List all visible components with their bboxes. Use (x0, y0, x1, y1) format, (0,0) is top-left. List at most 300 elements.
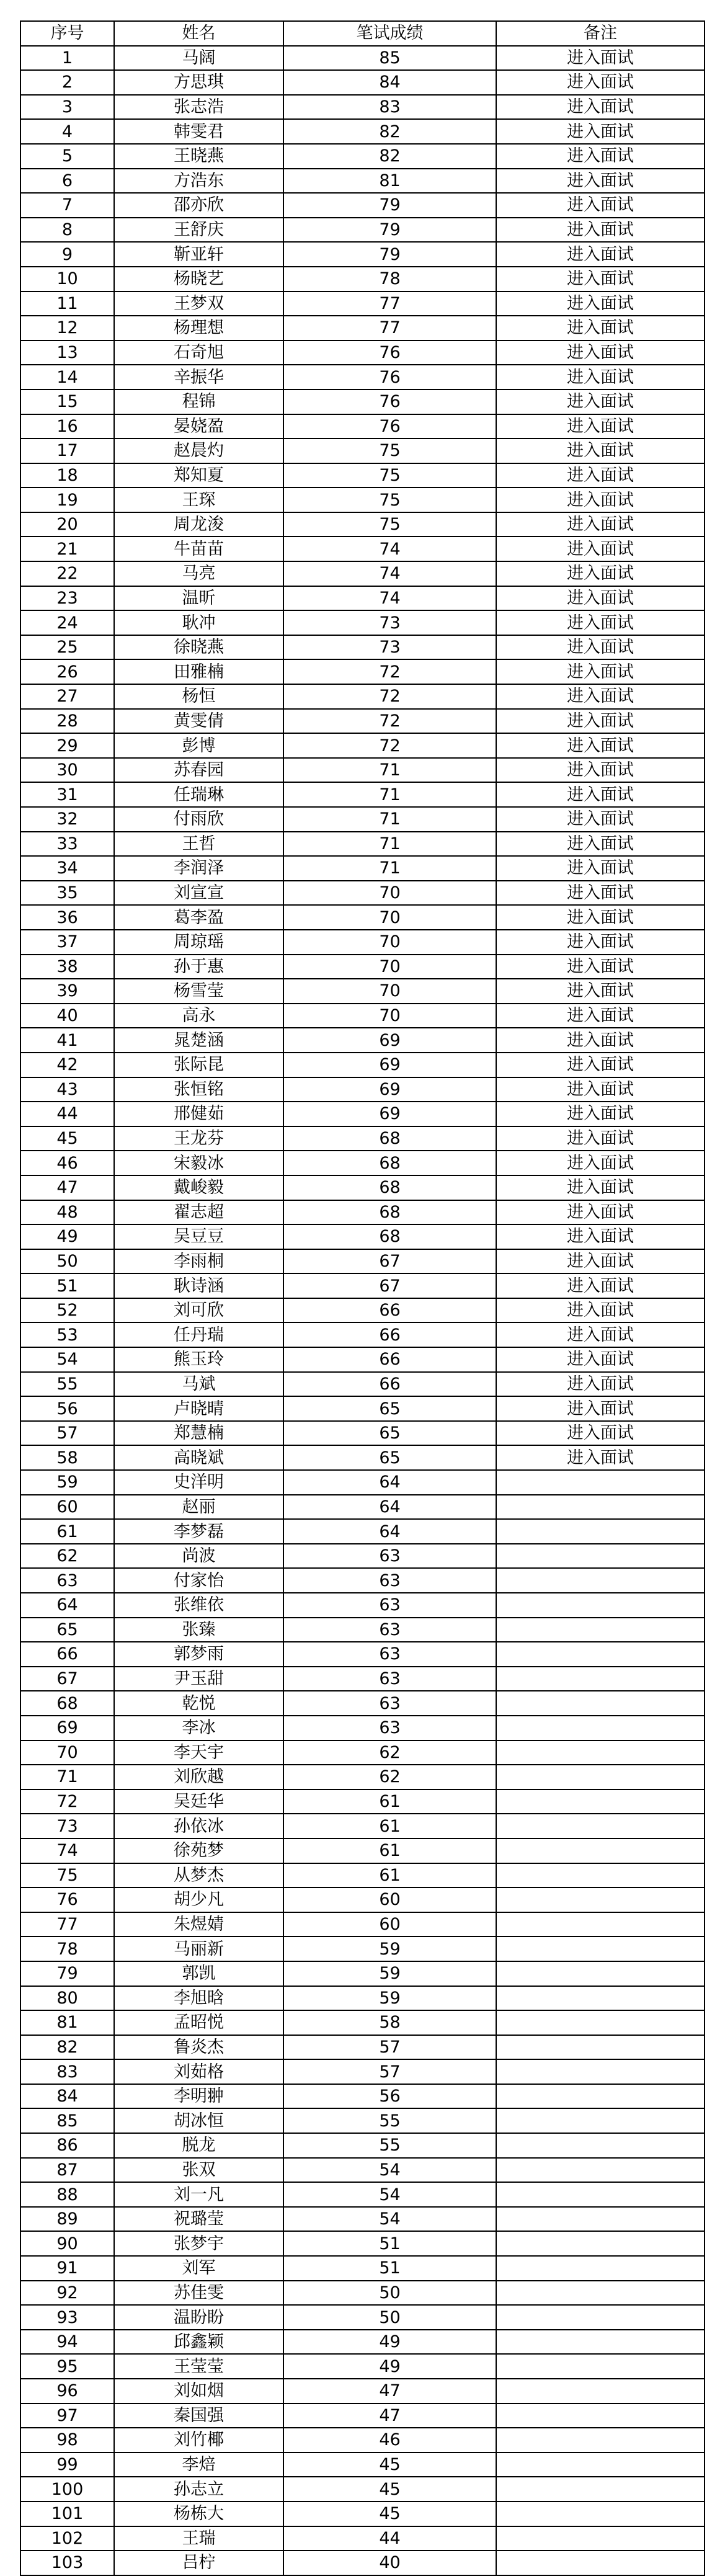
cell-index: 30 (20, 758, 114, 783)
cell-index: 89 (20, 2207, 114, 2232)
cell-remark (496, 1568, 705, 1593)
cell-name: 温昕 (114, 586, 283, 611)
cell-name: 牛苗苗 (114, 537, 283, 561)
table-row (20, 635, 705, 660)
cell-score: 74 (283, 561, 496, 586)
cell-score: 65 (283, 1445, 496, 1470)
cell-index: 53 (20, 1322, 114, 1347)
cell-index: 54 (20, 1347, 114, 1372)
table-row (20, 684, 705, 709)
cell-name: 张臻 (114, 1618, 283, 1642)
cell-score: 68 (283, 1126, 496, 1151)
cell-score: 58 (283, 2010, 496, 2035)
cell-index: 102 (20, 2526, 114, 2551)
cell-index: 72 (20, 1789, 114, 1814)
cell-index: 61 (20, 1519, 114, 1544)
table-row (20, 2158, 705, 2183)
cell-score: 70 (283, 1004, 496, 1028)
table-row (20, 1618, 705, 1642)
cell-score: 68 (283, 1224, 496, 1249)
cell-remark: 进入面试 (496, 242, 705, 267)
cell-remark: 进入面试 (496, 95, 705, 120)
table-row (20, 2477, 705, 2502)
table-row (20, 2551, 705, 2575)
cell-index: 103 (20, 2551, 114, 2575)
table-row (20, 1298, 705, 1323)
cell-remark (496, 1961, 705, 1986)
cell-score: 64 (283, 1519, 496, 1544)
cell-remark: 进入面试 (496, 955, 705, 979)
cell-index: 98 (20, 2428, 114, 2453)
cell-score: 61 (283, 1838, 496, 1863)
cell-name: 苏佳雯 (114, 2281, 283, 2306)
cell-name: 朱煜婧 (114, 1912, 283, 1937)
table-row (20, 881, 705, 906)
cell-remark (496, 1814, 705, 1838)
cell-remark (496, 1838, 705, 1863)
cell-remark (496, 1716, 705, 1740)
cell-index: 71 (20, 1765, 114, 1789)
cell-name: 任瑞琳 (114, 782, 283, 807)
cell-index: 8 (20, 218, 114, 243)
cell-score: 65 (283, 1421, 496, 1446)
cell-score: 63 (283, 1568, 496, 1593)
cell-index: 73 (20, 1814, 114, 1838)
cell-name: 戴峻毅 (114, 1175, 283, 1200)
table-row (20, 2526, 705, 2551)
cell-name: 任丹瑞 (114, 1322, 283, 1347)
cell-score: 68 (283, 1151, 496, 1175)
cell-remark: 进入面试 (496, 856, 705, 881)
header-score: 笔试成绩 (283, 21, 496, 46)
cell-index: 26 (20, 659, 114, 684)
cell-remark (496, 1642, 705, 1667)
cell-remark: 进入面试 (496, 292, 705, 316)
cell-name: 王哲 (114, 832, 283, 857)
cell-index: 9 (20, 242, 114, 267)
cell-index: 6 (20, 169, 114, 194)
cell-score: 55 (283, 2108, 496, 2133)
cell-name: 晁楚涵 (114, 1028, 283, 1053)
table-row (20, 1151, 705, 1175)
cell-index: 43 (20, 1077, 114, 1102)
cell-name: 黄雯倩 (114, 709, 283, 734)
cell-index: 70 (20, 1740, 114, 1765)
cell-index: 39 (20, 979, 114, 1004)
cell-index: 74 (20, 1838, 114, 1863)
cell-index: 49 (20, 1224, 114, 1249)
cell-index: 56 (20, 1396, 114, 1421)
cell-remark: 进入面试 (496, 1126, 705, 1151)
cell-score: 59 (283, 1936, 496, 1961)
cell-name: 孟昭悦 (114, 2010, 283, 2035)
table-row (20, 1667, 705, 1691)
cell-score: 72 (283, 659, 496, 684)
table-row (20, 1986, 705, 2011)
table-row (20, 610, 705, 635)
table-row (20, 1175, 705, 1200)
cell-name: 乾悦 (114, 1691, 283, 1716)
cell-score: 59 (283, 1961, 496, 1986)
cell-score: 49 (283, 2354, 496, 2379)
cell-name: 鲁炎杰 (114, 2035, 283, 2060)
table-row (20, 488, 705, 512)
cell-index: 32 (20, 807, 114, 832)
cell-score: 79 (283, 218, 496, 243)
cell-name: 刘可欣 (114, 1298, 283, 1323)
table-row (20, 46, 705, 71)
cell-remark (496, 1740, 705, 1765)
cell-name: 李焙 (114, 2453, 283, 2477)
cell-remark: 进入面试 (496, 561, 705, 586)
table-row (20, 832, 705, 857)
cell-index: 69 (20, 1716, 114, 1740)
cell-remark: 进入面试 (496, 1224, 705, 1249)
table-row (20, 1838, 705, 1863)
cell-score: 82 (283, 144, 496, 169)
table-row (20, 2133, 705, 2158)
cell-remark (496, 1912, 705, 1937)
table-row (20, 1642, 705, 1667)
cell-remark: 进入面试 (496, 439, 705, 463)
table-row (20, 733, 705, 758)
cell-score: 69 (283, 1053, 496, 1077)
cell-remark (496, 1667, 705, 1691)
score-table (20, 20, 705, 2576)
cell-score: 57 (283, 2035, 496, 2060)
cell-name: 付家怡 (114, 1568, 283, 1593)
cell-remark (496, 2281, 705, 2306)
table-row (20, 193, 705, 218)
cell-index: 51 (20, 1273, 114, 1298)
cell-index: 90 (20, 2231, 114, 2256)
cell-remark (496, 1618, 705, 1642)
table-row (20, 1224, 705, 1249)
cell-index: 13 (20, 341, 114, 365)
cell-score: 63 (283, 1544, 496, 1569)
cell-name: 马阔 (114, 46, 283, 71)
cell-name: 耿冲 (114, 610, 283, 635)
table-row (20, 1912, 705, 1937)
table-row (20, 709, 705, 734)
cell-remark: 进入面试 (496, 1249, 705, 1274)
cell-score: 74 (283, 537, 496, 561)
table-row (20, 2231, 705, 2256)
cell-remark: 进入面试 (496, 365, 705, 390)
cell-name: 李旭晗 (114, 1986, 283, 2011)
cell-score: 75 (283, 512, 496, 537)
cell-index: 100 (20, 2477, 114, 2502)
table-row (20, 659, 705, 684)
cell-score: 79 (283, 193, 496, 218)
cell-score: 72 (283, 733, 496, 758)
table-row (20, 2428, 705, 2453)
cell-name: 马亮 (114, 561, 283, 586)
cell-score: 70 (283, 955, 496, 979)
cell-score: 77 (283, 316, 496, 341)
table-row (20, 930, 705, 955)
cell-score: 68 (283, 1200, 496, 1225)
table-row (20, 267, 705, 292)
cell-index: 1 (20, 46, 114, 71)
cell-remark: 进入面试 (496, 758, 705, 783)
cell-index: 4 (20, 119, 114, 144)
cell-name: 徐苑梦 (114, 1838, 283, 1863)
table-row (20, 1053, 705, 1077)
table-row (20, 905, 705, 930)
cell-remark (496, 2010, 705, 2035)
cell-score: 45 (283, 2502, 496, 2526)
cell-remark (496, 2502, 705, 2526)
table-row (20, 2404, 705, 2428)
cell-name: 李润泽 (114, 856, 283, 881)
cell-score: 78 (283, 267, 496, 292)
cell-name: 郭梦雨 (114, 1642, 283, 1667)
cell-score: 68 (283, 1175, 496, 1200)
cell-name: 张恒铭 (114, 1077, 283, 1102)
cell-name: 石奇旭 (114, 341, 283, 365)
cell-remark: 进入面试 (496, 709, 705, 734)
cell-name: 李天宇 (114, 1740, 283, 1765)
cell-remark: 进入面试 (496, 1396, 705, 1421)
cell-name: 高晓斌 (114, 1445, 283, 1470)
table-row (20, 2281, 705, 2306)
cell-remark (496, 2526, 705, 2551)
cell-index: 15 (20, 390, 114, 414)
cell-remark: 进入面试 (496, 930, 705, 955)
cell-name: 邱鑫颖 (114, 2330, 283, 2355)
cell-score: 76 (283, 365, 496, 390)
cell-name: 卢晓晴 (114, 1396, 283, 1421)
cell-index: 79 (20, 1961, 114, 1986)
table-row (20, 2108, 705, 2133)
cell-remark: 进入面试 (496, 1175, 705, 1200)
cell-name: 胡少凡 (114, 1887, 283, 1912)
cell-remark: 进入面试 (496, 341, 705, 365)
cell-name: 刘欣越 (114, 1765, 283, 1789)
cell-index: 22 (20, 561, 114, 586)
cell-index: 62 (20, 1544, 114, 1569)
cell-index: 14 (20, 365, 114, 390)
cell-remark (496, 1986, 705, 2011)
cell-name: 李明翀 (114, 2084, 283, 2109)
table-row (20, 95, 705, 120)
cell-remark: 进入面试 (496, 1298, 705, 1323)
cell-score: 75 (283, 488, 496, 512)
cell-score: 61 (283, 1814, 496, 1838)
table-row (20, 390, 705, 414)
cell-score: 63 (283, 1716, 496, 1740)
cell-index: 50 (20, 1249, 114, 1274)
table-row (20, 218, 705, 243)
table-row (20, 1568, 705, 1593)
table-row (20, 1126, 705, 1151)
cell-score: 66 (283, 1298, 496, 1323)
cell-remark: 进入面试 (496, 1273, 705, 1298)
table-row (20, 807, 705, 832)
cell-remark (496, 1544, 705, 1569)
cell-remark (496, 2354, 705, 2379)
cell-index: 45 (20, 1126, 114, 1151)
cell-index: 80 (20, 1986, 114, 2011)
cell-index: 12 (20, 316, 114, 341)
cell-index: 65 (20, 1618, 114, 1642)
cell-score: 60 (283, 1912, 496, 1937)
table-row (20, 365, 705, 390)
table-row (20, 512, 705, 537)
cell-name: 辛振华 (114, 365, 283, 390)
cell-score: 76 (283, 390, 496, 414)
cell-name: 吴豆豆 (114, 1224, 283, 1249)
cell-score: 62 (283, 1765, 496, 1789)
cell-remark: 进入面试 (496, 488, 705, 512)
cell-remark (496, 2231, 705, 2256)
cell-name: 彭博 (114, 733, 283, 758)
cell-score: 62 (283, 1740, 496, 1765)
cell-index: 41 (20, 1028, 114, 1053)
table-row (20, 586, 705, 611)
cell-name: 晏娆盈 (114, 414, 283, 439)
table-row (20, 1765, 705, 1789)
table-row (20, 2059, 705, 2084)
cell-remark: 进入面试 (496, 70, 705, 95)
cell-index: 81 (20, 2010, 114, 2035)
cell-score: 76 (283, 341, 496, 365)
cell-index: 2 (20, 70, 114, 95)
table-row (20, 1028, 705, 1053)
table-row (20, 316, 705, 341)
cell-name: 王舒庆 (114, 218, 283, 243)
cell-index: 31 (20, 782, 114, 807)
table-row (20, 1789, 705, 1814)
cell-name: 郭凯 (114, 1961, 283, 1986)
cell-remark (496, 1887, 705, 1912)
cell-index: 59 (20, 1470, 114, 1495)
cell-name: 胡冰恒 (114, 2108, 283, 2133)
cell-index: 34 (20, 856, 114, 881)
table-row (20, 414, 705, 439)
table-row (20, 537, 705, 561)
cell-score: 67 (283, 1273, 496, 1298)
cell-score: 73 (283, 635, 496, 660)
table-row (20, 2354, 705, 2379)
cell-name: 杨恒 (114, 684, 283, 709)
cell-remark: 进入面试 (496, 1421, 705, 1446)
table-row (20, 1863, 705, 1888)
cell-score: 70 (283, 905, 496, 930)
cell-index: 55 (20, 1372, 114, 1397)
cell-score: 83 (283, 95, 496, 120)
cell-name: 王莹莹 (114, 2354, 283, 2379)
cell-name: 从梦杰 (114, 1863, 283, 1888)
cell-index: 92 (20, 2281, 114, 2306)
table-row (20, 144, 705, 169)
cell-score: 60 (283, 1887, 496, 1912)
cell-name: 方思琪 (114, 70, 283, 95)
cell-score: 45 (283, 2453, 496, 2477)
cell-remark: 进入面试 (496, 390, 705, 414)
cell-index: 67 (20, 1667, 114, 1691)
cell-score: 50 (283, 2281, 496, 2306)
cell-name: 温盼盼 (114, 2305, 283, 2330)
cell-name: 田雅楠 (114, 659, 283, 684)
cell-index: 18 (20, 463, 114, 488)
table-row (20, 439, 705, 463)
cell-index: 66 (20, 1642, 114, 1667)
table-row (20, 1200, 705, 1225)
cell-score: 44 (283, 2526, 496, 2551)
cell-remark (496, 2330, 705, 2355)
cell-remark: 进入面试 (496, 782, 705, 807)
cell-remark: 进入面试 (496, 1004, 705, 1028)
cell-score: 71 (283, 832, 496, 857)
table-row (20, 1740, 705, 1765)
cell-index: 20 (20, 512, 114, 537)
cell-remark: 进入面试 (496, 267, 705, 292)
cell-name: 刘军 (114, 2256, 283, 2281)
table-row (20, 1961, 705, 1986)
cell-score: 54 (283, 2182, 496, 2207)
cell-score: 57 (283, 2059, 496, 2084)
cell-index: 60 (20, 1495, 114, 1520)
table-row (20, 1102, 705, 1126)
cell-index: 29 (20, 733, 114, 758)
cell-index: 19 (20, 488, 114, 512)
cell-index: 33 (20, 832, 114, 857)
cell-index: 17 (20, 439, 114, 463)
cell-remark (496, 2084, 705, 2109)
cell-score: 63 (283, 1667, 496, 1691)
table-row (20, 242, 705, 267)
cell-index: 42 (20, 1053, 114, 1077)
cell-name: 耿诗涵 (114, 1273, 283, 1298)
cell-score: 45 (283, 2477, 496, 2502)
table-row (20, 1544, 705, 1569)
cell-name: 李雨桐 (114, 1249, 283, 1274)
cell-index: 7 (20, 193, 114, 218)
cell-remark: 进入面试 (496, 1151, 705, 1175)
cell-remark (496, 1470, 705, 1495)
cell-index: 78 (20, 1936, 114, 1961)
cell-score: 66 (283, 1372, 496, 1397)
table-row (20, 758, 705, 783)
cell-index: 16 (20, 414, 114, 439)
cell-score: 46 (283, 2428, 496, 2453)
cell-score: 82 (283, 119, 496, 144)
cell-index: 24 (20, 610, 114, 635)
table-row (20, 561, 705, 586)
cell-index: 47 (20, 1175, 114, 1200)
cell-name: 邵亦欣 (114, 193, 283, 218)
cell-index: 27 (20, 684, 114, 709)
cell-score: 69 (283, 1028, 496, 1053)
cell-remark (496, 1863, 705, 1888)
cell-score: 64 (283, 1470, 496, 1495)
table-row (20, 1814, 705, 1838)
cell-name: 靳亚轩 (114, 242, 283, 267)
cell-index: 57 (20, 1421, 114, 1446)
cell-name: 熊玉玲 (114, 1347, 283, 1372)
table-row (20, 2010, 705, 2035)
cell-score: 71 (283, 782, 496, 807)
cell-remark: 进入面试 (496, 463, 705, 488)
cell-name: 吴廷华 (114, 1789, 283, 1814)
cell-score: 75 (283, 463, 496, 488)
cell-score: 64 (283, 1495, 496, 1520)
table-row (20, 292, 705, 316)
cell-score: 61 (283, 1789, 496, 1814)
cell-remark (496, 2379, 705, 2404)
